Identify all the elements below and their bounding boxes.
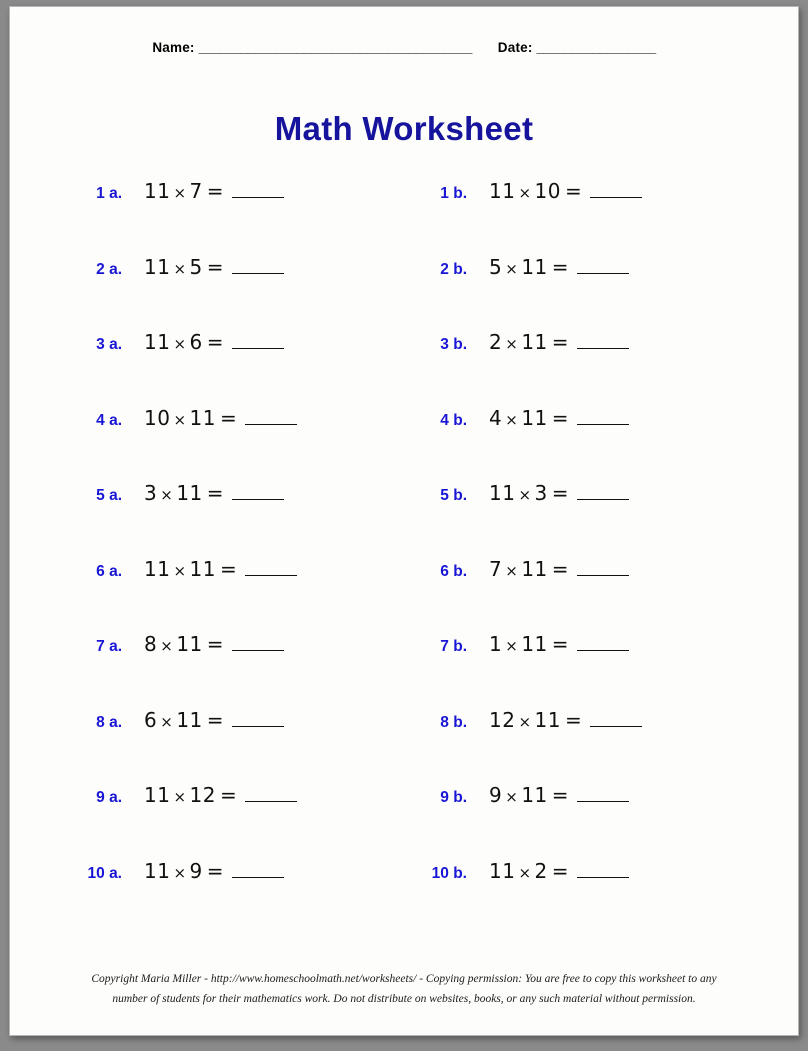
name-blank-rule: _______________________________________ bbox=[198, 40, 472, 55]
operand-left: 11 bbox=[144, 858, 171, 883]
operand-right: 7 bbox=[189, 179, 203, 203]
multiply-icon: × bbox=[160, 637, 174, 655]
answer-blank[interactable] bbox=[232, 635, 284, 651]
answer-blank[interactable] bbox=[577, 484, 629, 500]
equals-icon: = bbox=[551, 556, 570, 581]
operand-right: 2 bbox=[534, 858, 548, 883]
problem-number: 1 b. bbox=[440, 185, 467, 202]
problem-item bbox=[415, 783, 742, 807]
problem-item bbox=[70, 255, 415, 279]
multiply-icon: × bbox=[160, 486, 174, 504]
operand-left: 12 bbox=[489, 707, 516, 732]
operand-right: 11 bbox=[521, 254, 548, 279]
problem-item bbox=[415, 708, 742, 732]
operand-left: 11 bbox=[144, 783, 171, 807]
problem-number: 4 b. bbox=[440, 411, 467, 429]
operand-left: 11 bbox=[489, 858, 516, 883]
problem-expression bbox=[467, 859, 629, 883]
operand-left: 2 bbox=[489, 330, 503, 354]
problem-expression bbox=[122, 179, 284, 203]
operand-right: 11 bbox=[189, 405, 216, 430]
problem-expression bbox=[122, 708, 284, 732]
problem-item bbox=[70, 179, 415, 203]
equals-icon: = bbox=[206, 254, 225, 279]
problem-expression bbox=[122, 783, 297, 807]
problem-expression bbox=[122, 859, 284, 883]
problem-number: 7 b. bbox=[440, 638, 467, 655]
problem-item bbox=[70, 481, 415, 505]
operand-right: 11 bbox=[189, 556, 216, 581]
answer-blank[interactable] bbox=[577, 862, 629, 878]
equals-icon: = bbox=[219, 556, 238, 581]
answer-blank[interactable] bbox=[590, 182, 642, 198]
problem-expression bbox=[467, 330, 629, 354]
problem-number: 1 a. bbox=[96, 185, 122, 202]
multiply-icon: × bbox=[173, 788, 187, 806]
copyright-line-1: Copyright Maria Miller - http://www.homeschoolmath.net/worksheets/ - Copying permission: You are free to copy this worksheet to any bbox=[91, 972, 717, 985]
problem-number: 8 b. bbox=[440, 713, 467, 731]
operand-left: 6 bbox=[144, 707, 158, 732]
operand-left: 11 bbox=[144, 254, 171, 279]
copyright-footer bbox=[10, 969, 798, 1009]
problem-number: 8 a. bbox=[96, 713, 122, 731]
problem-row bbox=[70, 179, 742, 255]
problem-item bbox=[415, 406, 742, 430]
operand-right: 11 bbox=[176, 707, 203, 732]
copyright-line-2: number of students for their mathematics work. Do not distribute on websites, books, or any such material without permission. bbox=[112, 992, 696, 1005]
operand-right: 12 bbox=[189, 783, 216, 807]
equals-icon: = bbox=[551, 858, 570, 883]
problem-item bbox=[415, 557, 742, 581]
multiply-icon: × bbox=[505, 259, 519, 278]
operand-right: 11 bbox=[521, 330, 548, 354]
problem-number: 5 b. bbox=[440, 487, 467, 504]
problem-expression bbox=[122, 406, 297, 430]
answer-blank[interactable] bbox=[577, 409, 629, 425]
operand-left: 1 bbox=[489, 632, 503, 656]
answer-blank[interactable] bbox=[577, 333, 629, 349]
operand-right: 11 bbox=[534, 707, 561, 732]
equals-icon: = bbox=[551, 481, 570, 505]
worksheet-page bbox=[9, 6, 799, 1036]
problem-number: 2 a. bbox=[96, 260, 122, 278]
multiply-icon: × bbox=[518, 486, 532, 504]
multiply-icon: × bbox=[505, 637, 519, 655]
equals-icon: = bbox=[551, 330, 570, 354]
answer-blank[interactable] bbox=[577, 635, 629, 651]
equals-icon: = bbox=[551, 254, 570, 279]
problem-row bbox=[70, 632, 742, 708]
answer-blank[interactable] bbox=[577, 258, 629, 274]
operand-left: 11 bbox=[144, 556, 171, 581]
problem-number: 9 b. bbox=[440, 789, 467, 806]
problem-expression bbox=[467, 179, 642, 203]
problem-item bbox=[70, 406, 415, 430]
multiply-icon: × bbox=[160, 712, 174, 731]
problem-expression bbox=[467, 406, 629, 430]
equals-icon: = bbox=[206, 858, 225, 883]
answer-blank[interactable] bbox=[232, 258, 284, 274]
operand-left: 9 bbox=[489, 783, 503, 807]
problem-number: 10 a. bbox=[87, 864, 122, 882]
problem-row bbox=[70, 557, 742, 633]
problem-expression bbox=[122, 632, 284, 656]
operand-left: 11 bbox=[144, 330, 171, 354]
problem-number: 3 a. bbox=[96, 336, 122, 353]
problem-number: 5 a. bbox=[96, 487, 122, 504]
problem-number: 3 b. bbox=[440, 336, 467, 353]
operand-left: 8 bbox=[144, 632, 158, 656]
problem-expression bbox=[122, 557, 297, 581]
multiply-icon: × bbox=[173, 184, 187, 202]
problem-expression bbox=[122, 481, 284, 505]
problem-number: 6 a. bbox=[96, 562, 122, 580]
problem-row bbox=[70, 481, 742, 557]
problem-row bbox=[70, 406, 742, 482]
operand-right: 11 bbox=[521, 783, 548, 807]
operand-left: 4 bbox=[489, 405, 503, 430]
equals-icon: = bbox=[564, 707, 583, 732]
answer-blank[interactable] bbox=[232, 484, 284, 500]
name-label: Name: bbox=[152, 40, 195, 55]
problem-number: 6 b. bbox=[440, 562, 467, 580]
date-label: Date: bbox=[497, 40, 533, 55]
operand-right: 10 bbox=[534, 179, 561, 203]
problem-item bbox=[415, 481, 742, 505]
problem-expression bbox=[122, 330, 284, 354]
multiply-icon: × bbox=[173, 259, 187, 278]
problem-item bbox=[415, 179, 742, 203]
operand-right: 5 bbox=[189, 254, 203, 279]
operand-right: 11 bbox=[176, 481, 203, 505]
problem-item bbox=[415, 330, 742, 354]
multiply-icon: × bbox=[173, 335, 187, 353]
equals-icon: = bbox=[206, 330, 225, 354]
operand-right: 11 bbox=[521, 556, 548, 581]
operand-right: 11 bbox=[521, 632, 548, 656]
operand-right: 6 bbox=[189, 330, 203, 354]
answer-blank[interactable] bbox=[577, 560, 629, 576]
problem-row bbox=[70, 255, 742, 331]
multiply-icon: × bbox=[505, 561, 519, 580]
equals-icon: = bbox=[206, 179, 225, 203]
problem-item bbox=[70, 557, 415, 581]
answer-blank[interactable] bbox=[577, 786, 629, 802]
problem-expression bbox=[467, 557, 629, 581]
answer-blank[interactable] bbox=[232, 862, 284, 878]
answer-blank[interactable] bbox=[232, 333, 284, 349]
equals-icon: = bbox=[219, 405, 238, 430]
operand-left: 7 bbox=[489, 556, 503, 581]
equals-icon: = bbox=[551, 783, 570, 807]
multiply-icon: × bbox=[505, 335, 519, 353]
problem-expression bbox=[467, 255, 629, 279]
multiply-icon: × bbox=[173, 410, 187, 429]
equals-icon: = bbox=[564, 179, 583, 203]
answer-blank[interactable] bbox=[245, 409, 297, 425]
multiply-icon: × bbox=[173, 561, 187, 580]
operand-right: 11 bbox=[176, 632, 203, 656]
problem-expression bbox=[122, 255, 284, 279]
answer-blank[interactable] bbox=[245, 786, 297, 802]
problem-item bbox=[70, 708, 415, 732]
operand-left: 11 bbox=[489, 481, 516, 505]
answer-blank[interactable] bbox=[232, 711, 284, 727]
operand-right: 11 bbox=[521, 405, 548, 430]
problem-expression bbox=[467, 783, 629, 807]
operand-right: 3 bbox=[534, 481, 548, 505]
problem-expression bbox=[467, 632, 629, 656]
problem-item bbox=[70, 330, 415, 354]
problem-item bbox=[70, 783, 415, 807]
problem-number: 4 a. bbox=[96, 411, 122, 429]
multiply-icon: × bbox=[505, 788, 519, 806]
equals-icon: = bbox=[219, 783, 238, 807]
operand-left: 11 bbox=[489, 179, 516, 203]
operand-left: 5 bbox=[489, 254, 503, 279]
problem-item bbox=[415, 859, 742, 883]
problem-row bbox=[70, 859, 742, 935]
problem-expression bbox=[467, 708, 642, 732]
operand-left: 11 bbox=[144, 179, 171, 203]
multiply-icon: × bbox=[505, 410, 519, 429]
equals-icon: = bbox=[206, 707, 225, 732]
date-blank-rule: _________________ bbox=[536, 40, 656, 55]
problem-item bbox=[415, 255, 742, 279]
multiply-icon: × bbox=[173, 863, 187, 882]
equals-icon: = bbox=[551, 405, 570, 430]
multiply-icon: × bbox=[518, 712, 532, 731]
problem-item bbox=[415, 632, 742, 656]
equals-icon: = bbox=[206, 481, 225, 505]
multiply-icon: × bbox=[518, 184, 532, 202]
equals-icon: = bbox=[551, 632, 570, 656]
problem-expression bbox=[467, 481, 629, 505]
operand-left: 10 bbox=[144, 405, 171, 430]
problem-number: 7 a. bbox=[96, 638, 122, 655]
problem-number: 9 a. bbox=[96, 789, 122, 806]
operand-left: 3 bbox=[144, 481, 158, 505]
problem-number: 10 b. bbox=[431, 864, 467, 882]
problem-item bbox=[70, 632, 415, 656]
operand-right: 9 bbox=[189, 858, 203, 883]
problem-list bbox=[70, 179, 742, 934]
problem-item bbox=[70, 859, 415, 883]
answer-blank[interactable] bbox=[245, 560, 297, 576]
name-date-header bbox=[10, 40, 798, 55]
problem-number: 2 b. bbox=[440, 260, 467, 278]
multiply-icon: × bbox=[518, 863, 532, 882]
problem-row bbox=[70, 708, 742, 784]
page-title: Math Worksheet bbox=[274, 110, 534, 147]
answer-blank[interactable] bbox=[232, 182, 284, 198]
answer-blank[interactable] bbox=[590, 711, 642, 727]
problem-row bbox=[70, 783, 742, 859]
equals-icon: = bbox=[206, 632, 225, 656]
problem-row bbox=[70, 330, 742, 406]
